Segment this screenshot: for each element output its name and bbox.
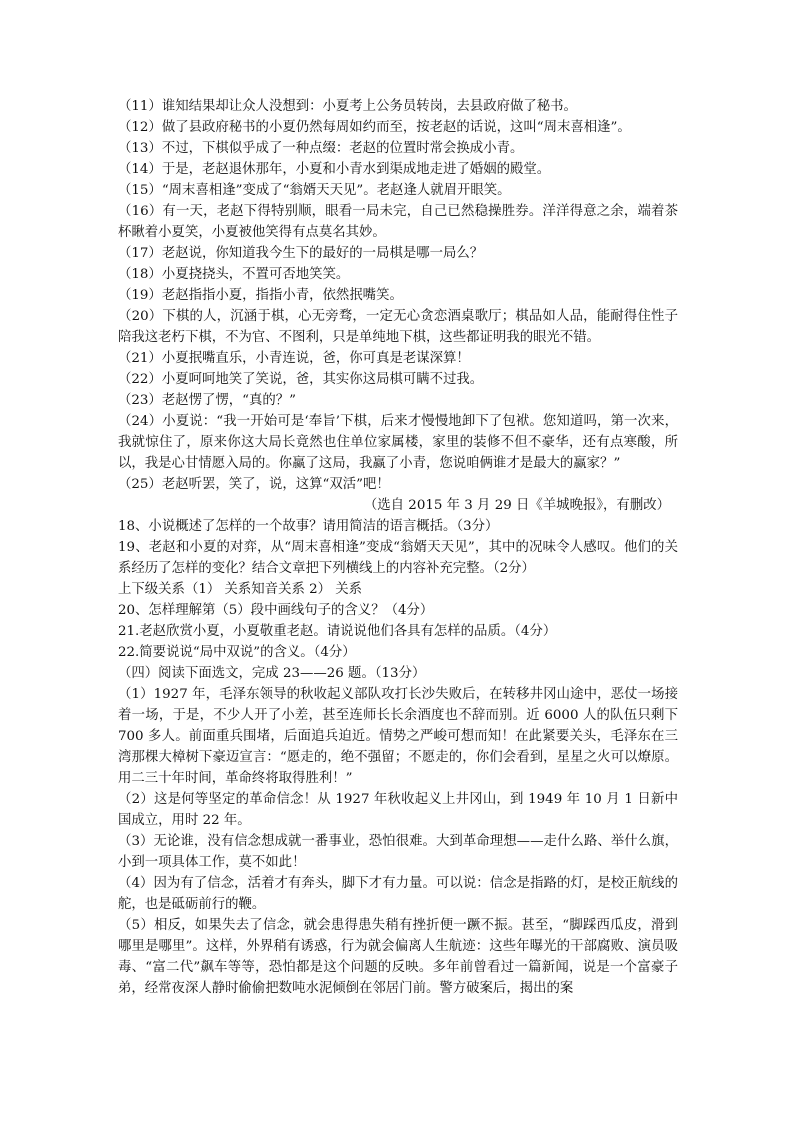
document-page — [118, 96, 678, 999]
paragraph-16: （16）有一天，老赵下得特别顺，眼看一局未完，自己已然稳操胜券。洋洋得意之余，端着茶杯瞅着小夏笑，小夏被他笑得有点莫名其妙。 — [118, 204, 678, 240]
section-4-heading: （四）阅读下面选文，完成 23——26 题。（13分） — [118, 666, 426, 681]
paragraph-21: （21）小夏抿嘴直乐，小青连说，爸，你可真是老谋深算！ — [118, 351, 470, 366]
question-20: 20、怎样理解第（5）段中画线句子的含义？（4分） — [118, 603, 434, 618]
paragraph-12: （12）做了县政府秘书的小夏仍然每周如约而至，按老赵的话说，这叫“周末喜相逢”。 — [118, 120, 631, 135]
paragraph-25: （25）老赵听罢，笑了，说，这算“双活”吧！ — [118, 477, 390, 492]
paragraph-22: （22）小夏呵呵地笑了笑说，爸，其实你这局棋可瞒不过我。 — [118, 372, 484, 387]
question-21: 21.老赵欣赏小夏，小夏敬重老赵。请说说他们各具有怎样的品质。（4分） — [118, 624, 557, 639]
essay-paragraph-2: （2）这是何等坚定的革命信念！从 1927 年秋收起义上井冈山，到 1949 年 10 月 1 日新中国成立，用时 22 年。 — [118, 792, 678, 828]
paragraph-18: （18）小夏挠挠头，不置可否地笑笑。 — [118, 267, 350, 282]
question-19-blanks: 上下级关系（1） 关系知音关系 2） 关系 — [118, 582, 363, 597]
paragraph-11: （11）谁知结果却让众人没想到：小夏考上公务员转岗，去县政府做了秘书。 — [118, 99, 577, 114]
essay-paragraph-5: （5）相反，如果失去了信念，就会患得患失稍有挫折便一蹶不振。甚至，“脚踩西瓜皮，滑到哪里是哪里”。这样，外界稍有诱惑，行为就会偏离人生航迹：这些年曝光的干部腐败、演员吸毒、“富二代”飙车等等，恐怕都是这个问题的反映。多年前曾看过一篇新闻，说是一个富豪子弟，经常夜深人静时偷偷把数吨水泥倾倒在邻居门前。警方破案后，揭出的案 — [118, 918, 678, 996]
paragraph-14: （14）于是，老赵退休那年，小夏和小青水到渠成地走进了婚姻的殿堂。 — [118, 162, 551, 177]
essay-paragraph-1: （1）1927 年，毛泽东领导的秋收起义部队攻打长沙失败后，在转移井冈山途中，恶仗一场接着一场，于是，不少人开了小差，甚至连师长长余酒度也不辞而别。近 6000 人的队伍只剩下 700 多人。前面重兵围堵，后面追兵迫近。情势之严峻可想而知！在此紧要关头，毛泽东在三湾那棵大樟树下豪迈宣言：“愿走的，绝不强留；不愿走的，你们会看到，星星之火可以燎原。用二三十年时间，革命终将取得胜利！” — [118, 687, 678, 786]
question-22: 22.简要说说“局中双说”的含义。（4分） — [118, 645, 356, 660]
source-citation: （选自 2015 年 3 月 29 日《羊城晚报》，有删改） — [363, 498, 670, 513]
question-19: 19、老赵和小夏的对弈，从“周末喜相逢”变成“翁婿天天见”，其中的况味令人感叹。他们的关系经历了怎样的变化？结合文章把下列横线上的内容补充完整。（2分） — [118, 540, 678, 576]
question-18: 18、小说概述了怎样的一个故事？请用简洁的语言概括。（3分） — [118, 519, 499, 534]
paragraph-24: （24）小夏说：“我一开始可是‘奉旨’下棋，后来才慢慢地卸下了包袱。您知道吗，第一次来，我就惊住了，原来你这大局长竟然也住单位家属楼，家里的装修不但不豪华，还有点寒酸，所以，我是心甘情愿入局的。你赢了这局，我赢了小青，您说咱俩谁才是最大的赢家？” — [118, 414, 678, 471]
paragraph-15: （15）“周末喜相逢”变成了“翁婿天天见”。老赵逢人就眉开眼笑。 — [118, 183, 511, 198]
essay-paragraph-4: （4）因为有了信念，活着才有奔头，脚下才有力量。可以说：信念是指路的灯，是校正航线的舵，也是砥砺前行的鞭。 — [118, 876, 678, 912]
paragraph-20: （20）下棋的人，沉涵于棋，心无旁骛，一定无心贪恋酒桌歌厅；棋品如人品，能耐得住性子陪我这老朽下棋，不为官、不图利，只是单纯地下棋，这些都证明我的眼光不错。 — [118, 309, 678, 345]
paragraph-23: （23）老赵愣了愣，“真的？” — [118, 393, 297, 408]
paragraph-19: （19）老赵指指小夏，指指小青，依然抿嘴笑。 — [118, 288, 403, 303]
paragraph-17: （17）老赵说，你知道我今生下的最好的一局棋是哪一局么？ — [118, 246, 484, 261]
paragraph-13: （13）不过，下棋似乎成了一种点缀：老赵的位置时常会换成小青。 — [118, 141, 524, 156]
essay-paragraph-3: （3）无论谁，没有信念想成就一番事业，恐怕很难。大到革命理想——走什么路、举什么旗，小到一项具体工作，莫不如此！ — [118, 834, 678, 870]
